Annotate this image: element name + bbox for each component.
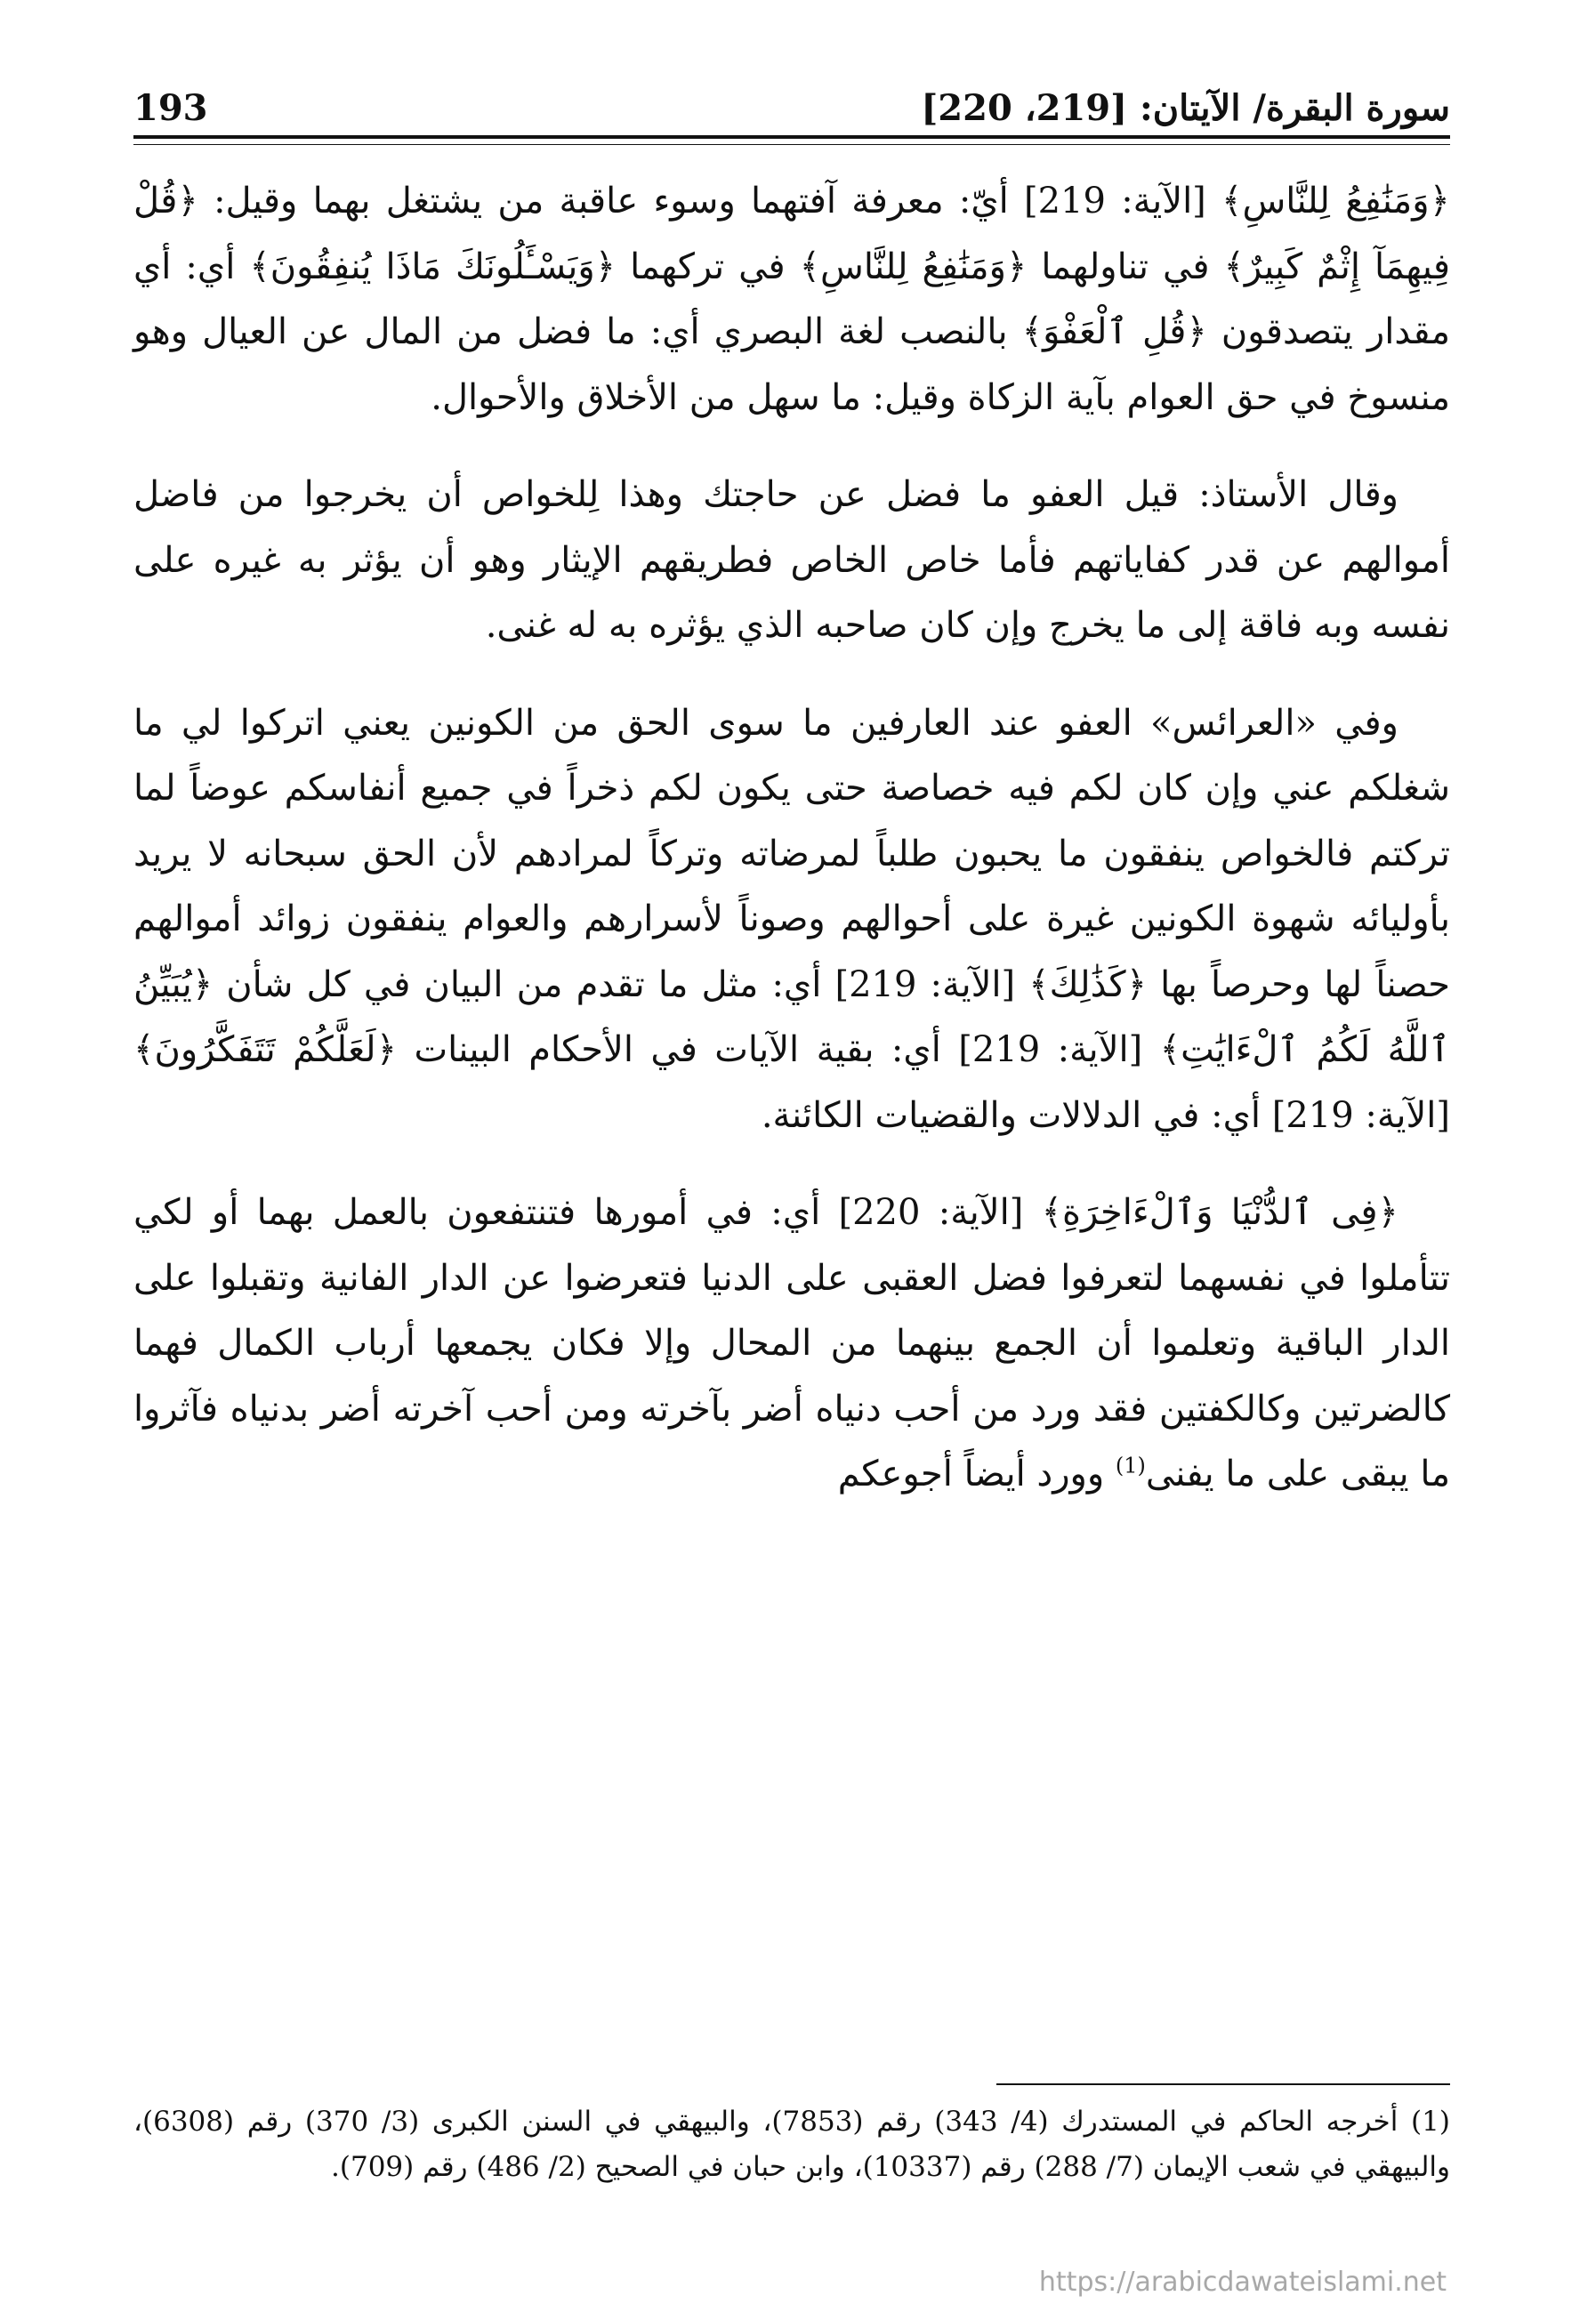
paragraph-3: وفي «العرائس» العفو عند العارفين ما سوى الحق من الكونين يعني اتركوا لي ما شغلكم عني وإن كان لكم فيه خصاصة حتى يكون لكم ذخراً في جميع أنفاسكم عوضاً لما تركتم فالخواص ينفقون ما يحبون طلباً لمرضاته وتركاً لمرادهم لأن الحق سبحانه لا يريد بأوليائه شهوة الكونين غيرة على أحوالهم وصوناً لأسرارهم والعوام ينفقون زوائد أموالهم حصناً لها وحرصاً بها ﴿كَذَٰلِكَ﴾ [الآية: 219] أي: مثل ما تقدم من البيان في كل شأن ﴿يُبَيِّنُ ٱللَّهُ لَكُمُ ٱلْءَايَٰتِ﴾ [الآية: 219] أي: بقية الآيات في الأحكام البينات ﴿لَعَلَّكُمْ تَتَفَكَّرُونَ﴾ [الآية: 219] أي: في الدلالات والقضيات الكائنة. [133, 702, 1451, 1136]
running-title: سورة البقرة/ الآيتان: [219، 220] [921, 87, 1450, 129]
page-header [133, 78, 1450, 141]
footnote-separator [996, 2083, 1450, 2085]
paragraph-1: ﴿وَمَنَٰفِعُ لِلنَّاسِ﴾ [الآية: 219] أيّ: معرفة آفتهما وسوء عاقبة من يشتغل بهما وقيل: ﴿قُلْ فِيهِمَآ إِثْمٌ كَبِيرٌ﴾ في تناولهما ﴿وَمَنَٰفِعُ لِلنَّاسِ﴾ في تركهما ﴿وَيَسْـَٔلُونَكَ مَاذَا يُنفِقُونَ﴾ أي: أي مقدار يتصدقون ﴿قُلِ ٱلْعَفْوَ﴾ بالنصب لغة البصري أي: ما فضل من المال عن العيال وهو منسوخ في حق العوام بآية الزكاة وقيل: ما سهل من الأخلاق والأحوال. [133, 181, 1450, 418]
watermark-url: https://arabicdawateislami.net [1038, 2267, 1447, 2298]
header-rule-thick [133, 135, 1450, 139]
paragraph-2: وقال الأستاذ: قيل العفو ما فضل عن حاجتك وهذا لِلخواص أن يخرجوا من فاضل أموالهم عن قدر كفاياتهم فأما خاص الخاص فطريقهم الإيثار وهو أن يؤثر به غيره على نفسه وبه فاقة إلى ما يخرج وإن كان صاحبه الذي يؤثره به له غنى. [133, 474, 1450, 646]
page-number: 193 [133, 87, 208, 129]
paragraph-4-tail: وورد أيضاً أجوعكم [837, 1454, 1116, 1494]
paragraph-4-text: ﴿فِى ٱلدُّنْيَا وَٱلْءَاخِرَةِ﴾ [الآية: 220] أي: في أمورها فتنتفعون بالعمل بهما أو لكي تتأملوا في نفسهما لتعرفوا فضل العقبى على الدنيا فتعرضوا عن الدار الفانية وتقبلوا على الدار الباقية وتعلموا أن الجمع بينهما من المحال وإلا فكان يجمعها أرباب الكمال فهما كالضرتين وكالكفتين فقد ورد من أحب دنياه أضر بآخرته ومن أحب آخرته أضر بدنياه فآثروا ما يبقى على ما يفنى [133, 1192, 1450, 1494]
footnote-reference[interactable]: (1) [1115, 1453, 1146, 1478]
footnote-1: (1) أخرجه الحاكم في المستدرك (4/ 343) رقم (7853)، والبيهقي في السنن الكبرى (3/ 370) رقم (6308)، والبيهقي في شعب الإيمان (7/ 288) رقم (10337)، وابن حبان في الصحيح (2/ 486) رقم (709). [133, 2106, 1450, 2183]
footnote [133, 2099, 1450, 2190]
header-rule-thin [133, 144, 1450, 145]
paragraph-4 [133, 1180, 1450, 1508]
main-text [133, 169, 1450, 1540]
